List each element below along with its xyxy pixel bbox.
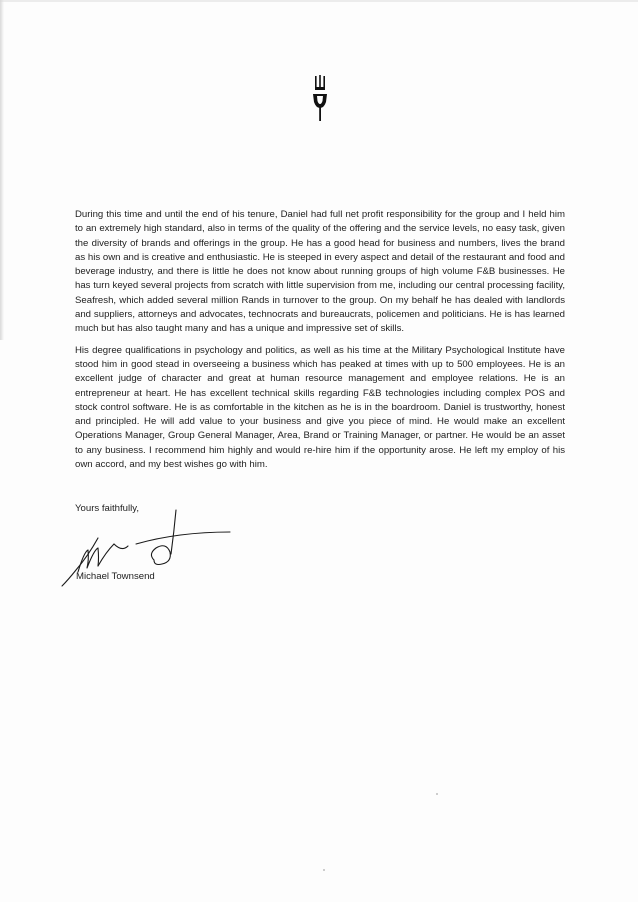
letter-body <box>75 208 565 472</box>
scan-top-edge <box>0 0 638 2</box>
signer-name: Michael Townsend <box>76 571 155 582</box>
scan-left-edge <box>0 0 4 340</box>
scan-speck <box>436 793 438 795</box>
paragraph-qualifications: His degree qualifications in psychology and politics, as well as his time at the Military Psychological Institute have stood him in good stead in overseeing a business which has peaked at times with up to 500 employees. He is an excellent judge of character and great at human resource management and employee relations. He is an entrepreneur at heart. He has excellent technical skills regarding F&B technologies including complex POS and stock control software. He is as comfortable in the kitchen as he is in the boardroom. Daniel is trustworthy, honest and principled. He will add value to your business and give you piece of mind. He would make an excellent Operations Manager, Group General Manager, Area, Brand or Training Manager, or partner. He would be an asset to any business. I recommend him highly and would re-hire him if the opportunity arose. He left my employ of his own accord, and my best wishes go with him. <box>75 344 565 471</box>
closing-salutation: Yours faithfully, <box>75 503 139 514</box>
scan-speck <box>323 869 325 871</box>
paragraph-responsibilities: During this time and until the end of his tenure, Daniel had full net profit responsibility for the group and I held him to an extremely high standard, also in terms of the quality of the offering and the service levels, no easy task, given the diversity of brands and offerings in the group. He has a good head for business and numbers, lives the brand as his own and is creative and enthusiastic. He is steeped in every aspect and detail of the restaurant and food and beverage industry, and there is little he does not know about running groups of high volume F&B businesses. He has turn keyed several projects from scratch with little supervision from me, including our central processing facility, Seafresh, which added several million Rands in turnover to the group. On my behalf he has dealed with landlords and suppliers, attorneys and advocates, technocrats and bureaucrats, policemen and politicians. He is has learned much but has also taught many and has a unique and impressive set of skills. <box>75 209 565 335</box>
fork-wineglass-logo-icon <box>311 75 329 123</box>
